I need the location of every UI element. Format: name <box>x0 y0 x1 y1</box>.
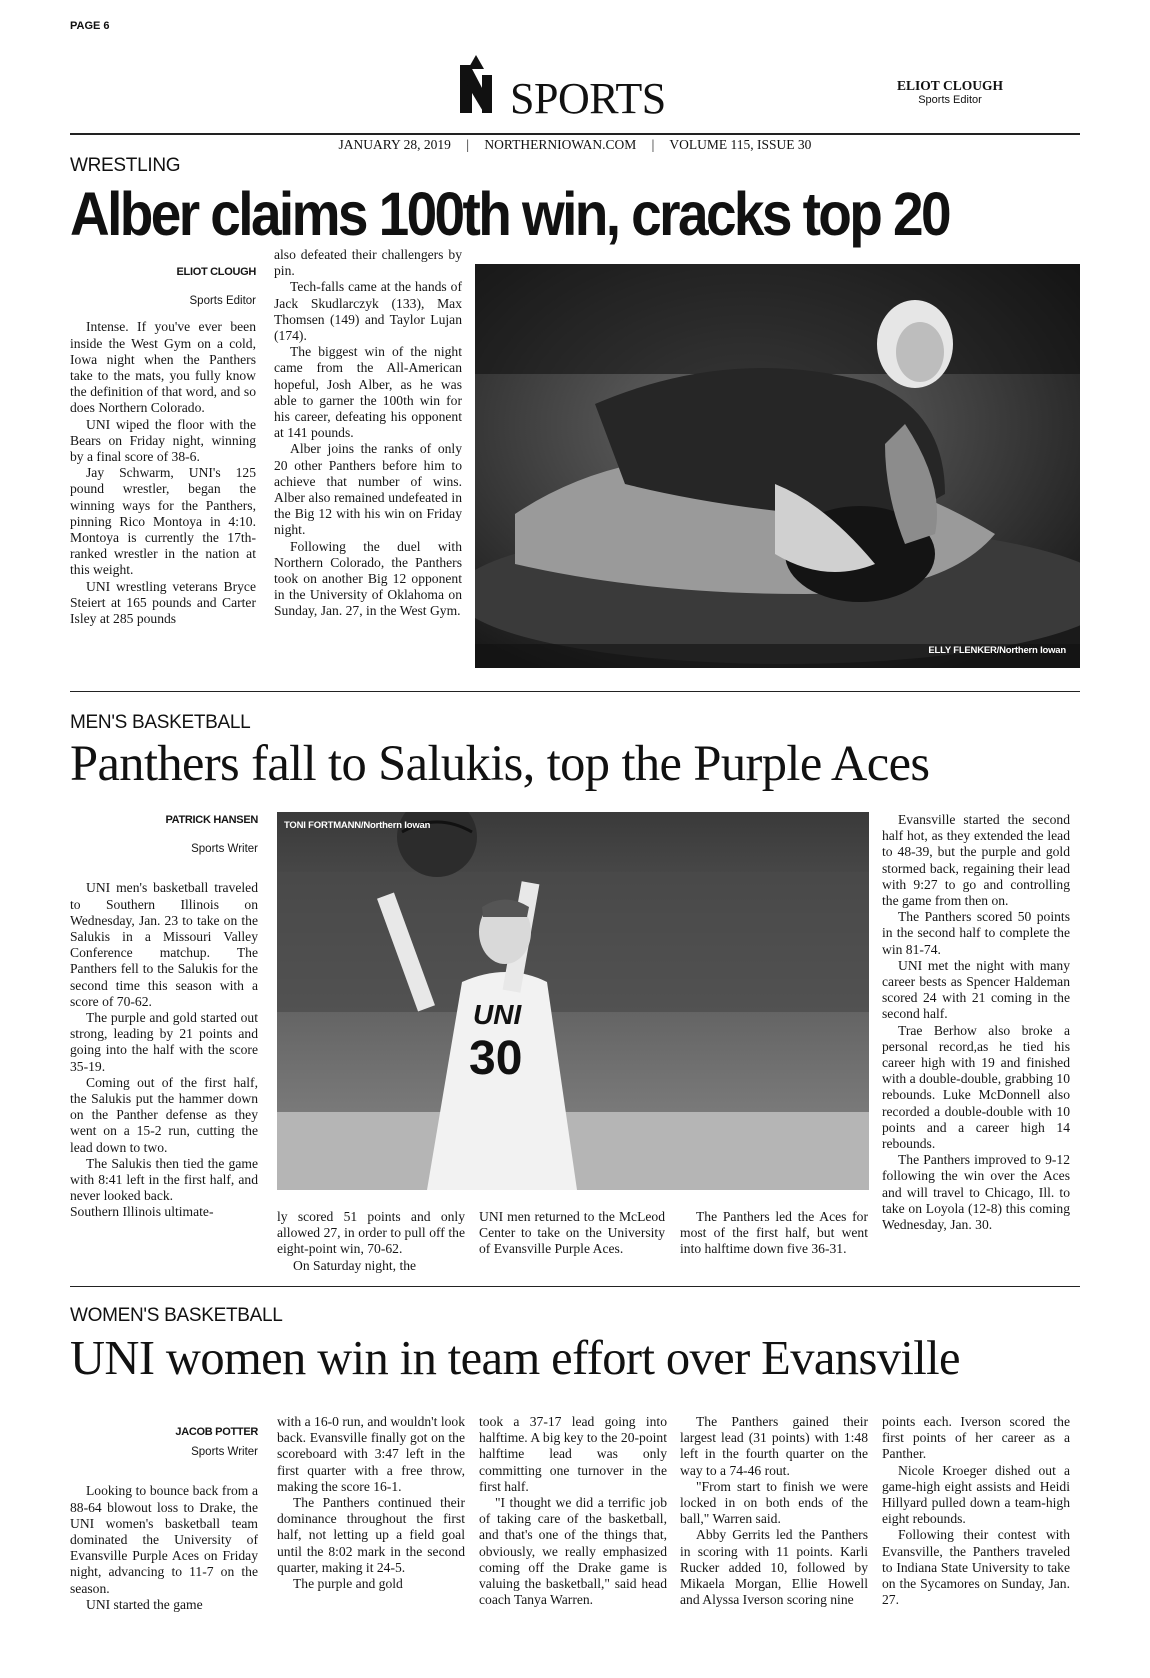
website-link[interactable]: NORTHERNIOWAN.COM <box>484 137 637 152</box>
article-paragraph: also defeated their challengers by pin. <box>274 247 462 279</box>
page-number: PAGE 6 <box>70 20 110 32</box>
section-title: SPORTS <box>510 74 666 123</box>
article-paragraph: ly scored 51 points and only allowed 27, in order to pull off the eight-point win, 70-62. <box>277 1209 465 1257</box>
article-paragraph: The Panthers scored 50 points in the second half to complete the win 81-74. <box>882 909 1070 957</box>
article-paragraph: Intense. If you've ever been inside the West Gym on a cold, Iowa night when the Panthers take to the mats, you fully know the definition of that word, and so does Northern Colorado. <box>70 319 256 416</box>
article-paragraph: The purple and gold <box>293 1576 403 1592</box>
article-paragraph: The Panthers continued their dominance throughout the first half, not letting up a field goal until the 8:02 mark in the second quarter, making it 24-5. <box>277 1495 465 1575</box>
article-paragraph: The biggest win of the night came from the All-American hopeful, Josh Alber, as he was able to garner the 100th win for his career, defeating his opponent at 141 pounds. <box>274 344 462 441</box>
byline-name: JACOB POTTER <box>175 1426 258 1438</box>
article-paragraph: UNI wrestling veterans Bryce Steiert at 165 pounds and Carter Isley at 285 pounds <box>70 578 256 627</box>
article-paragraph: Looking to bounce back from a 88-64 blowout loss to Drake, the UNI women's basketball team dominated the University of Evansville Purple Aces on Friday night, advancing to 11-7 on the season. <box>70 1483 258 1596</box>
womens-col-3 <box>479 1414 667 1608</box>
article-paragraph: Coming out of the first half, the Salukis put the hammer down on the Panther defense as they went on a 15-2 run, cutting the lead down to two. <box>70 1074 258 1155</box>
article-paragraph: Southern Illinois ultimate- <box>70 1204 214 1220</box>
article-paragraph: "From start to finish we were locked in on both ends of the ball," Warren said. <box>680 1478 868 1527</box>
section-divider <box>70 691 1080 692</box>
editor-name: ELIOT CLOUGH <box>897 78 1003 93</box>
wrestlers-photo-illustration <box>475 264 1080 668</box>
article-paragraph: "I thought we did a terrific job of taking care of the basketball, and that's one of the things that, obviously, we really emphasized coming off the Drake game is valuing the basketball," said head coach Tanya Warren. <box>479 1495 667 1608</box>
article-paragraph: Alber joins the ranks of only 20 other Panthers before him to achieve that number of wins. Alber also remained undefeated in the Big 12 with his win on Friday night. <box>274 441 462 538</box>
photo-credit: TONI FORTMANN/Northern Iowan <box>284 820 431 831</box>
mens-basketball-photo <box>277 812 869 1190</box>
byline-role: Sports Editor <box>189 295 256 308</box>
article-paragraph: Following the duel with Northern Colorado, the Panthers took on another Big 12 opponent in the University of Oklahoma on Sunday, Jan. 27, in the West Gym. <box>274 538 462 619</box>
article-paragraph: took a 37-17 lead going into halftime. A big key to the 20-point halftime lead was only committing one turnover in the first half. <box>479 1414 667 1494</box>
mens-col-1 <box>70 812 258 1221</box>
section-label-mens-basketball: MEN'S BASKETBALL <box>70 712 251 733</box>
article-paragraph: The Salukis then tied the game with 8:41 left in the first half, and never looked back. <box>70 1155 258 1204</box>
masthead-logo <box>446 55 506 117</box>
jersey-text: UNI <box>473 999 522 1030</box>
article-paragraph: points each. Iverson scored the first points of her career as a Panther. <box>882 1414 1070 1462</box>
issue-date: JANUARY 28, 2019 <box>338 137 451 152</box>
section-divider <box>70 1286 1080 1287</box>
wrestling-photo <box>475 264 1080 668</box>
editor-role: Sports Editor <box>918 94 982 106</box>
article-paragraph: The Panthers gained their largest lead (31 points) with 1:48 left in the fourth quarter on the way to a 74-46 rout. <box>680 1414 868 1478</box>
article-paragraph: On Saturday night, the <box>293 1257 417 1273</box>
article-paragraph: Evansville started the second half hot, as they extended the lead to 48-39, but the purple and gold stormed back, regaining their lead with 9:27 to go and controlling the game from then on. <box>882 812 1070 909</box>
dateline-separator: | <box>466 137 470 152</box>
article-paragraph: Following their contest with Evansville, the Panthers traveled to Indiana State University to take on the Sycamores on Sunday, Jan. 27. <box>882 1527 1070 1608</box>
headline-womens-basketball: UNI women win in team effort over Evansville <box>70 1332 960 1385</box>
byline-role: Sports Writer <box>191 1446 258 1459</box>
wrestling-col-1 <box>70 264 256 627</box>
womens-col-1 <box>70 1424 258 1613</box>
jersey-number: 30 <box>469 1032 523 1085</box>
basketball-player-photo-illustration <box>277 812 869 1190</box>
womens-col-5 <box>882 1414 1070 1608</box>
byline-role: Sports Writer <box>191 843 258 856</box>
article-paragraph: UNI wiped the floor with the Bears on Friday night, winning by a final score of 38-6. <box>70 416 256 465</box>
section-label-wrestling: WRESTLING <box>70 155 181 176</box>
womens-col-2 <box>277 1414 465 1592</box>
mens-col-4 <box>680 1209 868 1258</box>
article-paragraph: UNI men's basketball traveled to Southern Illinois on Wednesday, Jan. 23 to take on the Salukis in a Missouri Valley Conference matchup. The Panthers fell to the Salukis for the second time this season with a score of 70-62. <box>70 880 258 1009</box>
article-paragraph: UNI met the night with many career bests as Spencer Haldeman scored 24 with 21 coming in the second half. <box>882 957 1070 1022</box>
masthead-rule <box>70 133 1080 135</box>
article-paragraph: The Panthers led the Aces for most of the first half, but went into halftime down five 36-31. <box>680 1209 868 1257</box>
section-label-womens-basketball: WOMEN'S BASKETBALL <box>70 1305 283 1326</box>
volume-issue: VOLUME 115, ISSUE 30 <box>669 137 812 152</box>
dateline <box>70 137 1080 153</box>
article-paragraph: Jay Schwarm, UNI's 125 pound wrestler, began the winning ways for the Panthers, pinning Rico Montoya in 4:10. Montoya is currently the 17th-ranked wrestler in the nation at this weight. <box>70 465 256 578</box>
article-paragraph: Trae Berhow also broke a personal record,as he tied his career high with 19 and finished with a double-double, grabbing 10 rebounds. Luke McDonnell also recorded a double-double with 10 points and a career high 14 rebounds. <box>882 1022 1070 1152</box>
article-paragraph: UNI men returned to the McLeod Center to take on the University of Evansville Purple Aces. <box>479 1209 665 1257</box>
dateline-separator: | <box>651 137 655 152</box>
article-paragraph: The Panthers improved to 9-12 following the win over the Aces and will travel to Chicago, Ill. to take on Loyola (12-8) this coming Wednesday, Jan. 30. <box>882 1152 1070 1233</box>
mens-col-3 <box>479 1209 665 1258</box>
mens-col-5 <box>882 812 1070 1233</box>
article-paragraph: Nicole Kroeger dished out a game-high eight assists and Heidi Hillyard pulled down a team-high eight rebounds. <box>882 1462 1070 1527</box>
article-paragraph: The purple and gold started out strong, leading by 21 points and going into the half with the score 35-19. <box>70 1010 258 1074</box>
byline-name: ELIOT CLOUGH <box>176 266 256 278</box>
northern-iowan-n-logo-icon <box>446 55 506 117</box>
article-paragraph: Tech-falls came at the hands of Jack Skudlarczyk (133), Max Thomsen (149) and Taylor Lujan (174). <box>274 279 462 344</box>
photo-credit: ELLY FLENKER/Northern Iowan <box>928 645 1066 656</box>
wrestling-col-2 <box>274 247 462 620</box>
article-paragraph: Abby Gerrits led the Panthers in scoring with 11 points. Karli Rucker added 10, followed by Mikaela Morgan, Ellie Howell and Alyssa Iverson scoring nine <box>680 1527 868 1608</box>
headline-wrestling: Alber claims 100th win, cracks top 20 <box>70 179 949 249</box>
byline-name: PATRICK HANSEN <box>165 814 258 826</box>
article-paragraph: with a 16-0 run, and wouldn't look back. Evansville finally got on the scoreboard with 3:47 left in the first quarter with a free throw, making the score 16-1. <box>277 1414 465 1494</box>
womens-col-4 <box>680 1414 868 1608</box>
headline-mens-basketball: Panthers fall to Salukis, top the Purple Aces <box>70 735 930 791</box>
article-paragraph: UNI started the game <box>86 1596 203 1612</box>
mens-col-2 <box>277 1209 465 1274</box>
